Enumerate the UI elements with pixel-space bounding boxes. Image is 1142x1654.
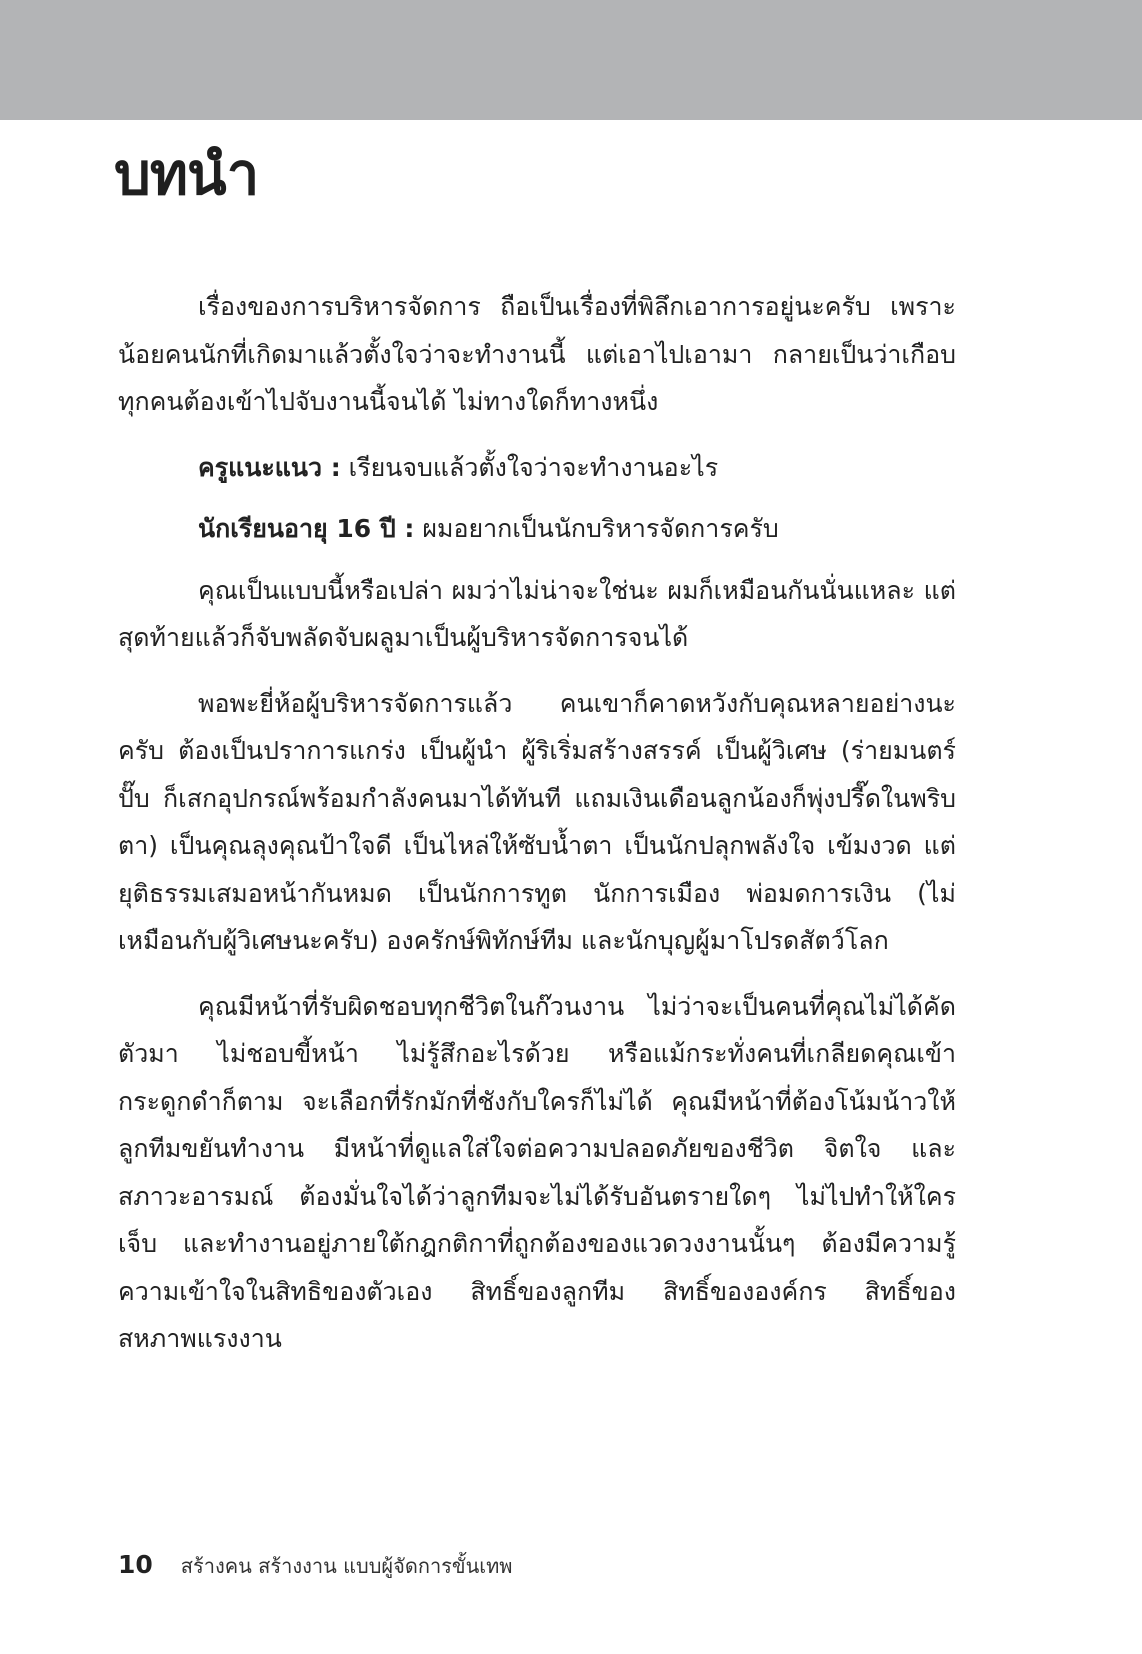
paragraph-3: พอพะยี่ห้อผู้บริหารจัดการแล้ว คนเขาก็คาดหวังกับคุณหลายอย่างนะครับ ต้องเป็นปราการแกร่ง เป็นผู้นำ ผู้ริเริ่มสร้างสรรค์ เป็นผู้วิเศษ (ร่ายมนตร์ปั๊บ ก็เสกอุปกรณ์พร้อมกำลังคนมาได้ทันที แถมเงินเดือนลูกน้องก็พุ่งปรี๊ดในพริบตา) เป็นคุณลุงคุณป้าใจดี เป็นไหล่ให้ซับน้ำตา เป็นนักปลุกพลังใจ เข้มงวด แต่ยุติธรรมเสมอหน้ากันหมด เป็นนักการทูต นักการเมือง พ่อมดการเงิน (ไม่เหมือนกับผู้วิเศษนะครับ) องครักษ์พิทักษ์ทีม และนักบุญผู้มาโปรดสัตว์โลก xyxy=(118,688,956,955)
dialog-text-1: เรียนจบแล้วตั้งใจว่าจะทำงานอะไร xyxy=(340,452,719,482)
dialog-speaker-1: ครูแนะแนว : xyxy=(198,452,341,482)
dialog-speaker-2: นักเรียนอายุ 16 ปี : xyxy=(198,514,415,543)
dialog-line-2 xyxy=(118,505,956,553)
header-band xyxy=(0,0,1142,120)
page-number: 10 xyxy=(118,1550,153,1579)
dialog-line-1 xyxy=(118,444,956,492)
dialog-text-2: ผมอยากเป็นนักบริหารจัดการครับ xyxy=(414,514,779,543)
body-text xyxy=(118,283,956,1381)
paragraph-4: คุณมีหน้าที่รับผิดชอบทุกชีวิตในก๊วนงาน ไม่ว่าจะเป็นคนที่คุณไม่ได้คัดตัวมา ไม่ชอบขี้หน้า ไม่รู้สึกอะไรด้วย หรือแม้กระทั่งคนที่เกลียดคุณเข้ากระดูกดำก็ตาม จะเลือกที่รักมักที่ชังกับใครก็ไม่ได้ คุณมีหน้าที่ต้องโน้มน้าวให้ลูกทีมขยันทำงาน มีหน้าที่ดูแลใส่ใจต่อความปลอดภัยของชีวิต จิตใจ และสภาวะอารมณ์ ต้องมั่นใจได้ว่าลูกทีมจะไม่ได้รับอันตรายใดๆ ไม่ไปทำให้ใครเจ็บ และทำงานอยู่ภายใต้กฎกติกาที่ถูกต้องของแวดวงงานนั้นๆ ต้องมีความรู้ความเข้าใจในสิทธิของตัวเอง สิทธิ์ของลูกทีม สิทธิ์ขององค์กร สิทธิ์ของสหภาพแรงงาน xyxy=(118,991,956,1353)
page-footer xyxy=(118,1550,512,1586)
paragraph-2: คุณเป็นแบบนี้หรือเปล่า ผมว่าไม่น่าจะใช่นะ ผมก็เหมือนกันนั่นแหละ แต่สุดท้ายแล้วก็จับพลัดจับผลูมาเป็นผู้บริหารจัดการจนได้ xyxy=(118,575,956,652)
running-title: สร้างคน สร้างงาน แบบผู้จัดการขั้นเทพ xyxy=(180,1554,513,1578)
page-title: บทนำ xyxy=(114,140,259,208)
paragraph-1: เรื่องของการบริหารจัดการ ถือเป็นเรื่องที่พิลึกเอาการอยู่นะครับ เพราะน้อยคนนักที่เกิดมาแล้วตั้งใจว่าจะทำงานนี้ แต่เอาไปเอามา กลายเป็นว่าเกือบทุกคนต้องเข้าไปจับงานนี้จนได้ ไม่ทางใดก็ทางหนึ่ง xyxy=(118,292,956,416)
